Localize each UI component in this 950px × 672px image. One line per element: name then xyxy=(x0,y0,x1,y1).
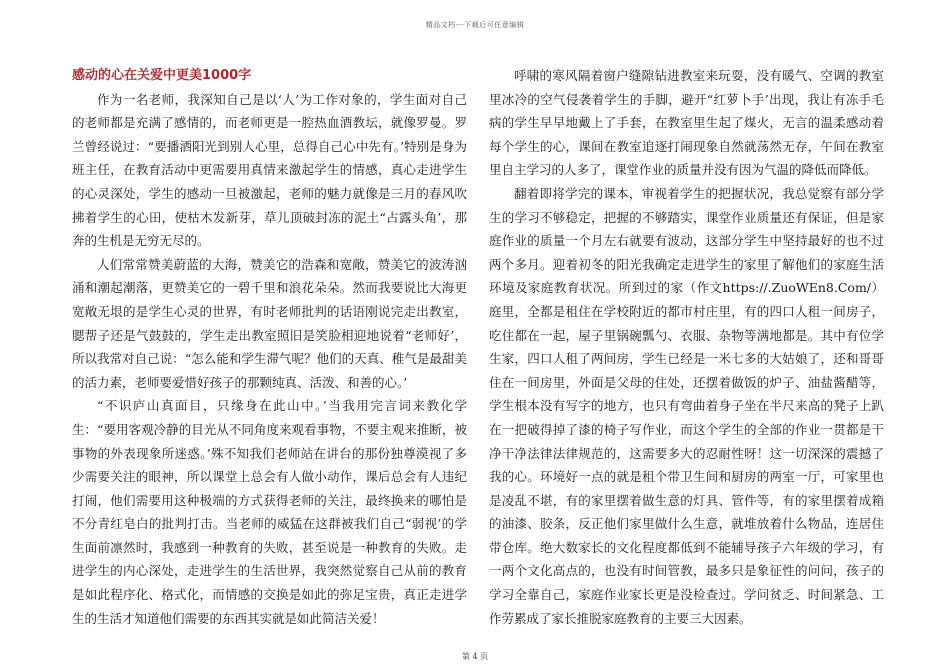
page-header-banner: 精品文档---下载后可任意编辑 xyxy=(425,21,525,29)
page-number: 第 4 页 xyxy=(461,652,489,661)
paragraph: 翻着即将学完的课本，审视着学生的把握状况，我总觉察有部分学生的学习不够稳定，把握的不够踏实，课堂作业质量还有保证，但是家庭作业的质量一个月左右就要有波动，这部分学生中坚持最好的也不过两个多月。迎着初冬的阳光我确定走进学生的家里了解他们的家庭生活环境及家庭教育状况。所到过的家（作文https://.ZuoWEn8.Com/）庭里，全都是租住在学校附近的都市村庄里，有的四口人租一间房子，吃住都在一起，屋子里锅碗瓢勺、衣服、杂物等满地都是。其中有位学生家，四口人租了两间房，学生已经是一米七多的大姑娘了，还和哥哥住在一间房里，外面是父母的住处，还摆着做饭的炉子、油盐酱醋等，学生根本没有写字的地方，也只有弯曲着身子坐在半尺来高的凳子上趴在一把破得掉了漆的椅子写作业，而这个学生的全部的作业一贯都是干净干净法律法律规范的，这需要多大的忍耐性呀！这一切深深的震撼了我的心。环境好一点的就是租个带卫生间和厨房的两室一厅，可家里也是凌乱不堪，有的家里摆着做生意的灯具、管件等，有的家里摆着成箱的油漆、胶条，反正他们家里做什么生意，就堆放着什么物品，连居住带仓库。绝大数家长的文化程度都低到不能辅导孩子六年级的学习，有一两个文化高点的，也没有时间管教，最多只是象征性的问问，孩子的学习全靠自己，家庭作业家长更是没检查过。学问贫乏、时间紧急、工作劳累成了家长推脱家庭教育的主要三大因素。 xyxy=(489,185,884,626)
left-column xyxy=(72,64,467,630)
right-column xyxy=(489,64,884,630)
paragraph: 呼啸的寒风隔着窗户缝隙钻进教室来玩耍，没有暖气、空调的教室里冰冷的空气侵袭着学生的手脚，避开“红萝卜手’出现，我让有冻手毛病的学生早早地戴上了手套，在教室里生起了煤火，无言的温柔感动着每个学生的心，课间在教室追逐打闹现象自然就荡然无存，午间在教室里自主学习的人多了，课堂作业的质量并没有因为气温的降低而降低。 xyxy=(489,68,884,178)
paragraph: “不识庐山真面目，只缘身在此山中。’当我用完言词来教化学生：“要用客观冷静的目光从不同角度来观看事物，不要主观来推断，被事物的外表现象所迷惑。’殊不知我们老师站在讲台的那份独尊漠视了多少需要关注的眼神，所以课堂上总会有人做小动作，课后总会有人违纪打闹，他们需要用这种极端的方式获得老师的关注，最终换来的哪怕是不分青红皂白的批判打击。当老师的威猛在这群被我们自己“弱视’的学生面前凛然时，我感到一种教育的失败，甚至说是一种教育的失败。走进学生的内心深处，走进学生的生活世界，我突然觉察自己从前的教育是如此程序化、格式化，而情感的交换是如此的弥足宝贵，真正走进学生的生活才知道他们需要的东西其实就是如此简洁关爱！ xyxy=(72,398,467,626)
paragraph: 人们常常赞美蔚蓝的大海，赞美它的浩森和宽敞，赞美它的波涛汹涌和潮起潮落，更赞美它的一碧千里和浪花朵朵。然而我要说比大海更宽敞无垠的是学生心灵的世界，有时老师批判的话语刚说完走出教室，腮帮子还是气鼓鼓的，学生走出教室照旧是笑脸相迎地说着“老师好’，所以我常对自己说：“怎么能和学生滞气呢？他们的天真、稚气是最甜美的活力素，老师要爱惜好孩子的那颗纯真、活泼、和善的心。’ xyxy=(72,256,467,390)
article-title: 感动的心在关爱中更美1000字 xyxy=(72,68,252,83)
paragraph: 作为一名老师，我深知自己是以‘人’为工作对象的，学生面对自己的老师都是充满了感情的，而老师更是一腔热血酒教坛，就像罗曼。罗兰曾经说过：“要播洒阳光到别人心里，总得自己心中先有。’特别是身为班主任，在教育活动中更需要用真情来激起学生的情感，真心走进学生的心灵深处，学生的感动一旦被激起，老师的魅力就像是三月的春风吹拂着学生的心田，使枯木发新芽，草儿顶破封冻的泥土“占露头角’，那奔的生机是无穷无尽的。 xyxy=(72,91,467,249)
